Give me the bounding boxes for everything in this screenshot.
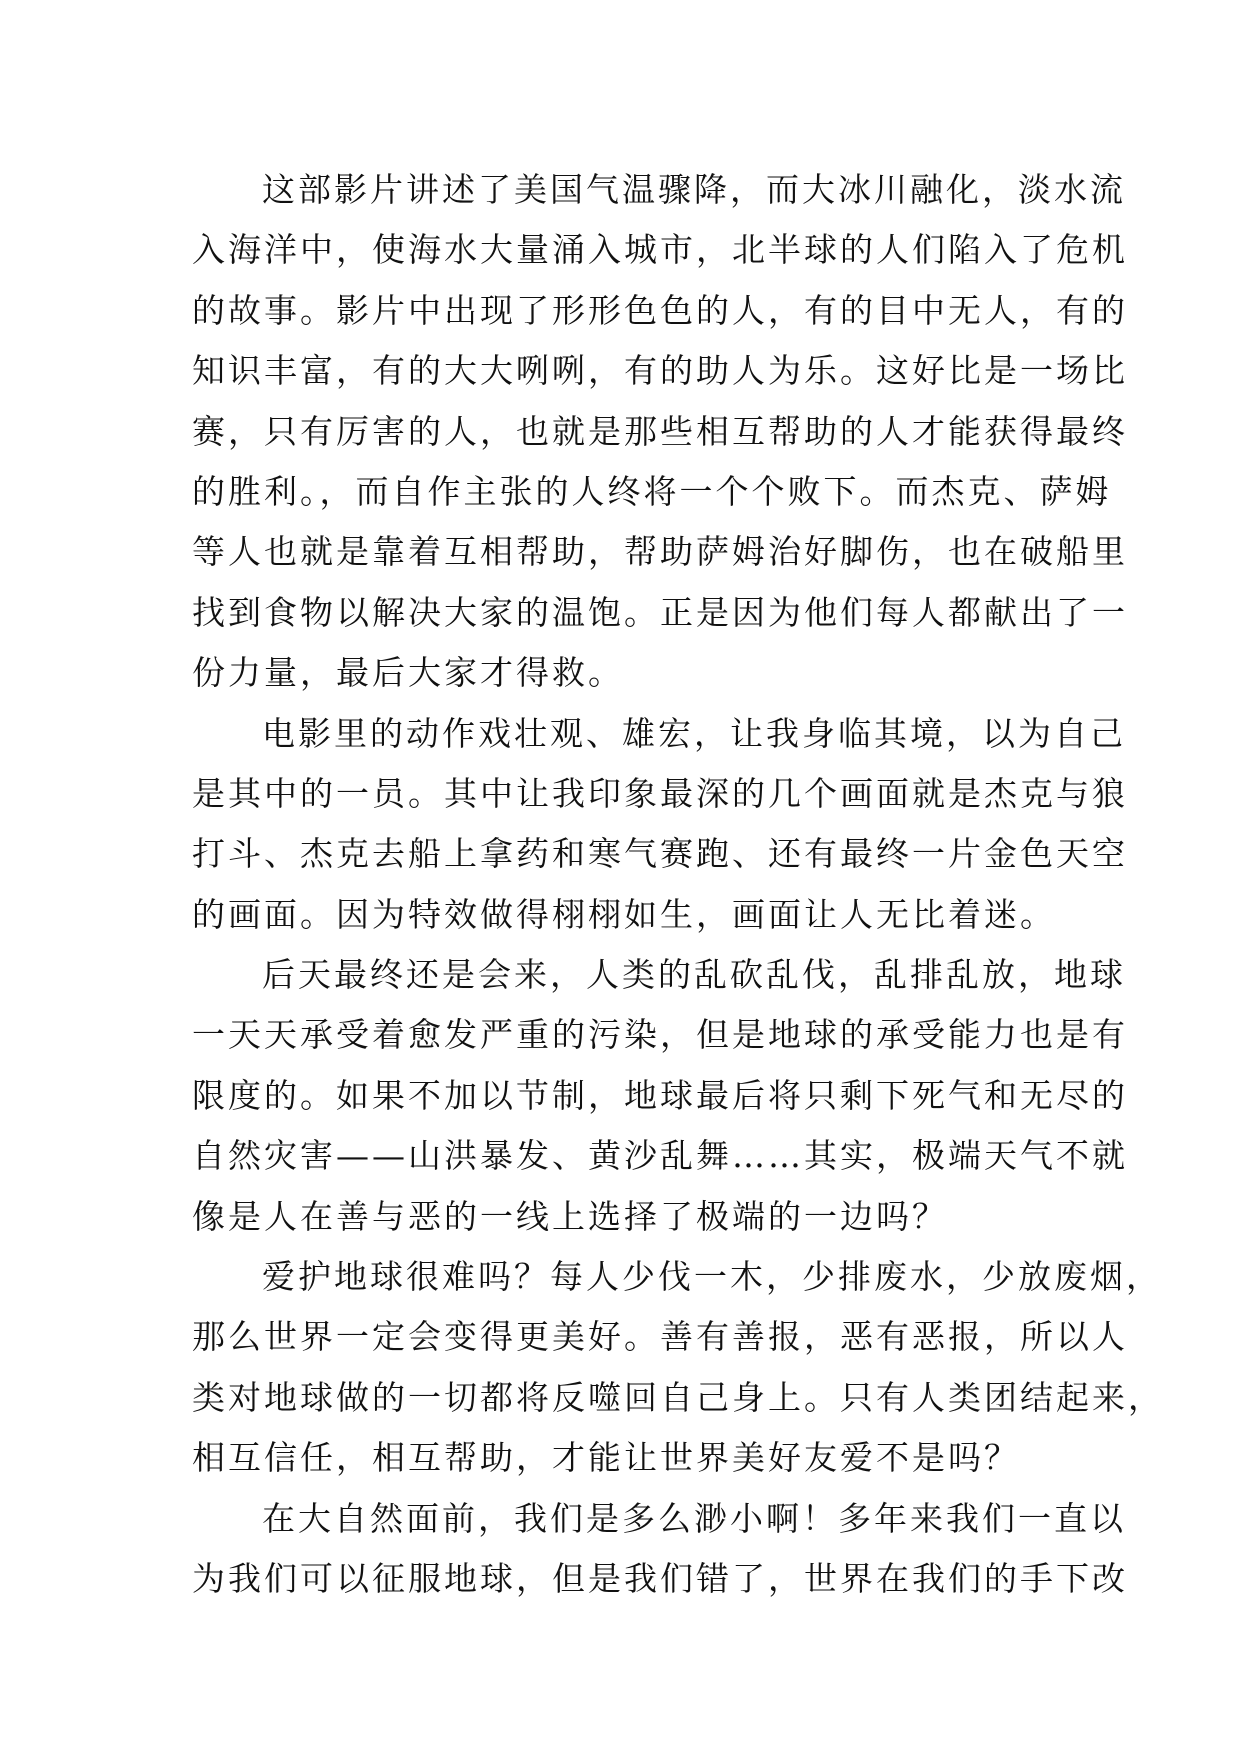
text-line: 那么世界一定会变得更美好。善有善报，恶有恶报，所以人 [192,1317,1128,1357]
text-line: 入海洋中，使海水大量涌入城市，北半球的人们陷入了危机 [192,230,1128,270]
text-line: 像是人在善与恶的一线上选择了极端的一边吗？ [192,1196,948,1236]
text-line: 找到食物以解决大家的温饱。正是因为他们每人都献出了一 [192,592,1128,632]
text-line: 爱护地球很难吗？每人少伐一木，少排废水，少放废烟， [262,1257,1162,1297]
text-line: 类对地球做的一切都将反噬回自己身上。只有人类团结起来， [192,1377,1164,1417]
text-line: 赛，只有厉害的人，也就是那些相互帮助的人才能获得最终 [192,411,1128,451]
text-line: 一天天承受着愈发严重的污染，但是地球的承受能力也是有 [192,1015,1128,1055]
paragraph-2 [192,704,1128,946]
paragraph-4 [192,1247,1164,1489]
text-line: 在大自然面前，我们是多么渺小啊！多年来我们一直以 [262,1498,1126,1538]
text-line: 为我们可以征服地球，但是我们错了，世界在我们的手下改 [192,1558,1128,1598]
text-line: 电影里的动作戏壮观、雄宏，让我身临其境，以为自己 [262,713,1126,753]
text-line: 等人也就是靠着互相帮助，帮助萨姆治好脚伤，也在破船里 [192,532,1128,572]
text-line: 的故事。影片中出现了形形色色的人，有的目中无人，有的 [192,290,1128,330]
text-line: 是其中的一员。其中让我印象最深的几个画面就是杰克与狼 [192,773,1128,813]
text-line: 打斗、杰克去船上拿药和寒气赛跑、还有最终一片金色天空 [192,834,1128,874]
paragraph-5 [192,1489,1128,1610]
text-line: 相互信任，相互帮助，才能让世界美好友爱不是吗？ [192,1438,1020,1478]
paragraph-1 [192,160,1128,704]
text-line: 这部影片讲述了美国气温骤降，而大冰川融化，淡水流 [262,170,1126,209]
text-line: 的画面。因为特效做得栩栩如生，画面让人无比着迷。 [192,894,1056,934]
text-line: 后天最终还是会来，人类的乱砍乱伐，乱排乱放，地球 [262,955,1126,995]
text-line: 的胜利。，而自作主张的人终将一个个败下。而杰克、萨姆 [192,471,1112,511]
text-line: 知识丰富，有的大大咧咧，有的助人为乐。这好比是一场比 [192,351,1128,391]
text-line: 自然灾害——山洪暴发、黄沙乱舞……其实，极端天气不就 [192,1136,1128,1176]
text-line: 限度的。如果不加以节制，地球最后将只剩下死气和无尽的 [192,1075,1128,1115]
paragraph-3 [192,945,1128,1247]
essay-body [192,160,1164,1609]
text-line: 份力量，最后大家才得救。 [192,653,624,693]
